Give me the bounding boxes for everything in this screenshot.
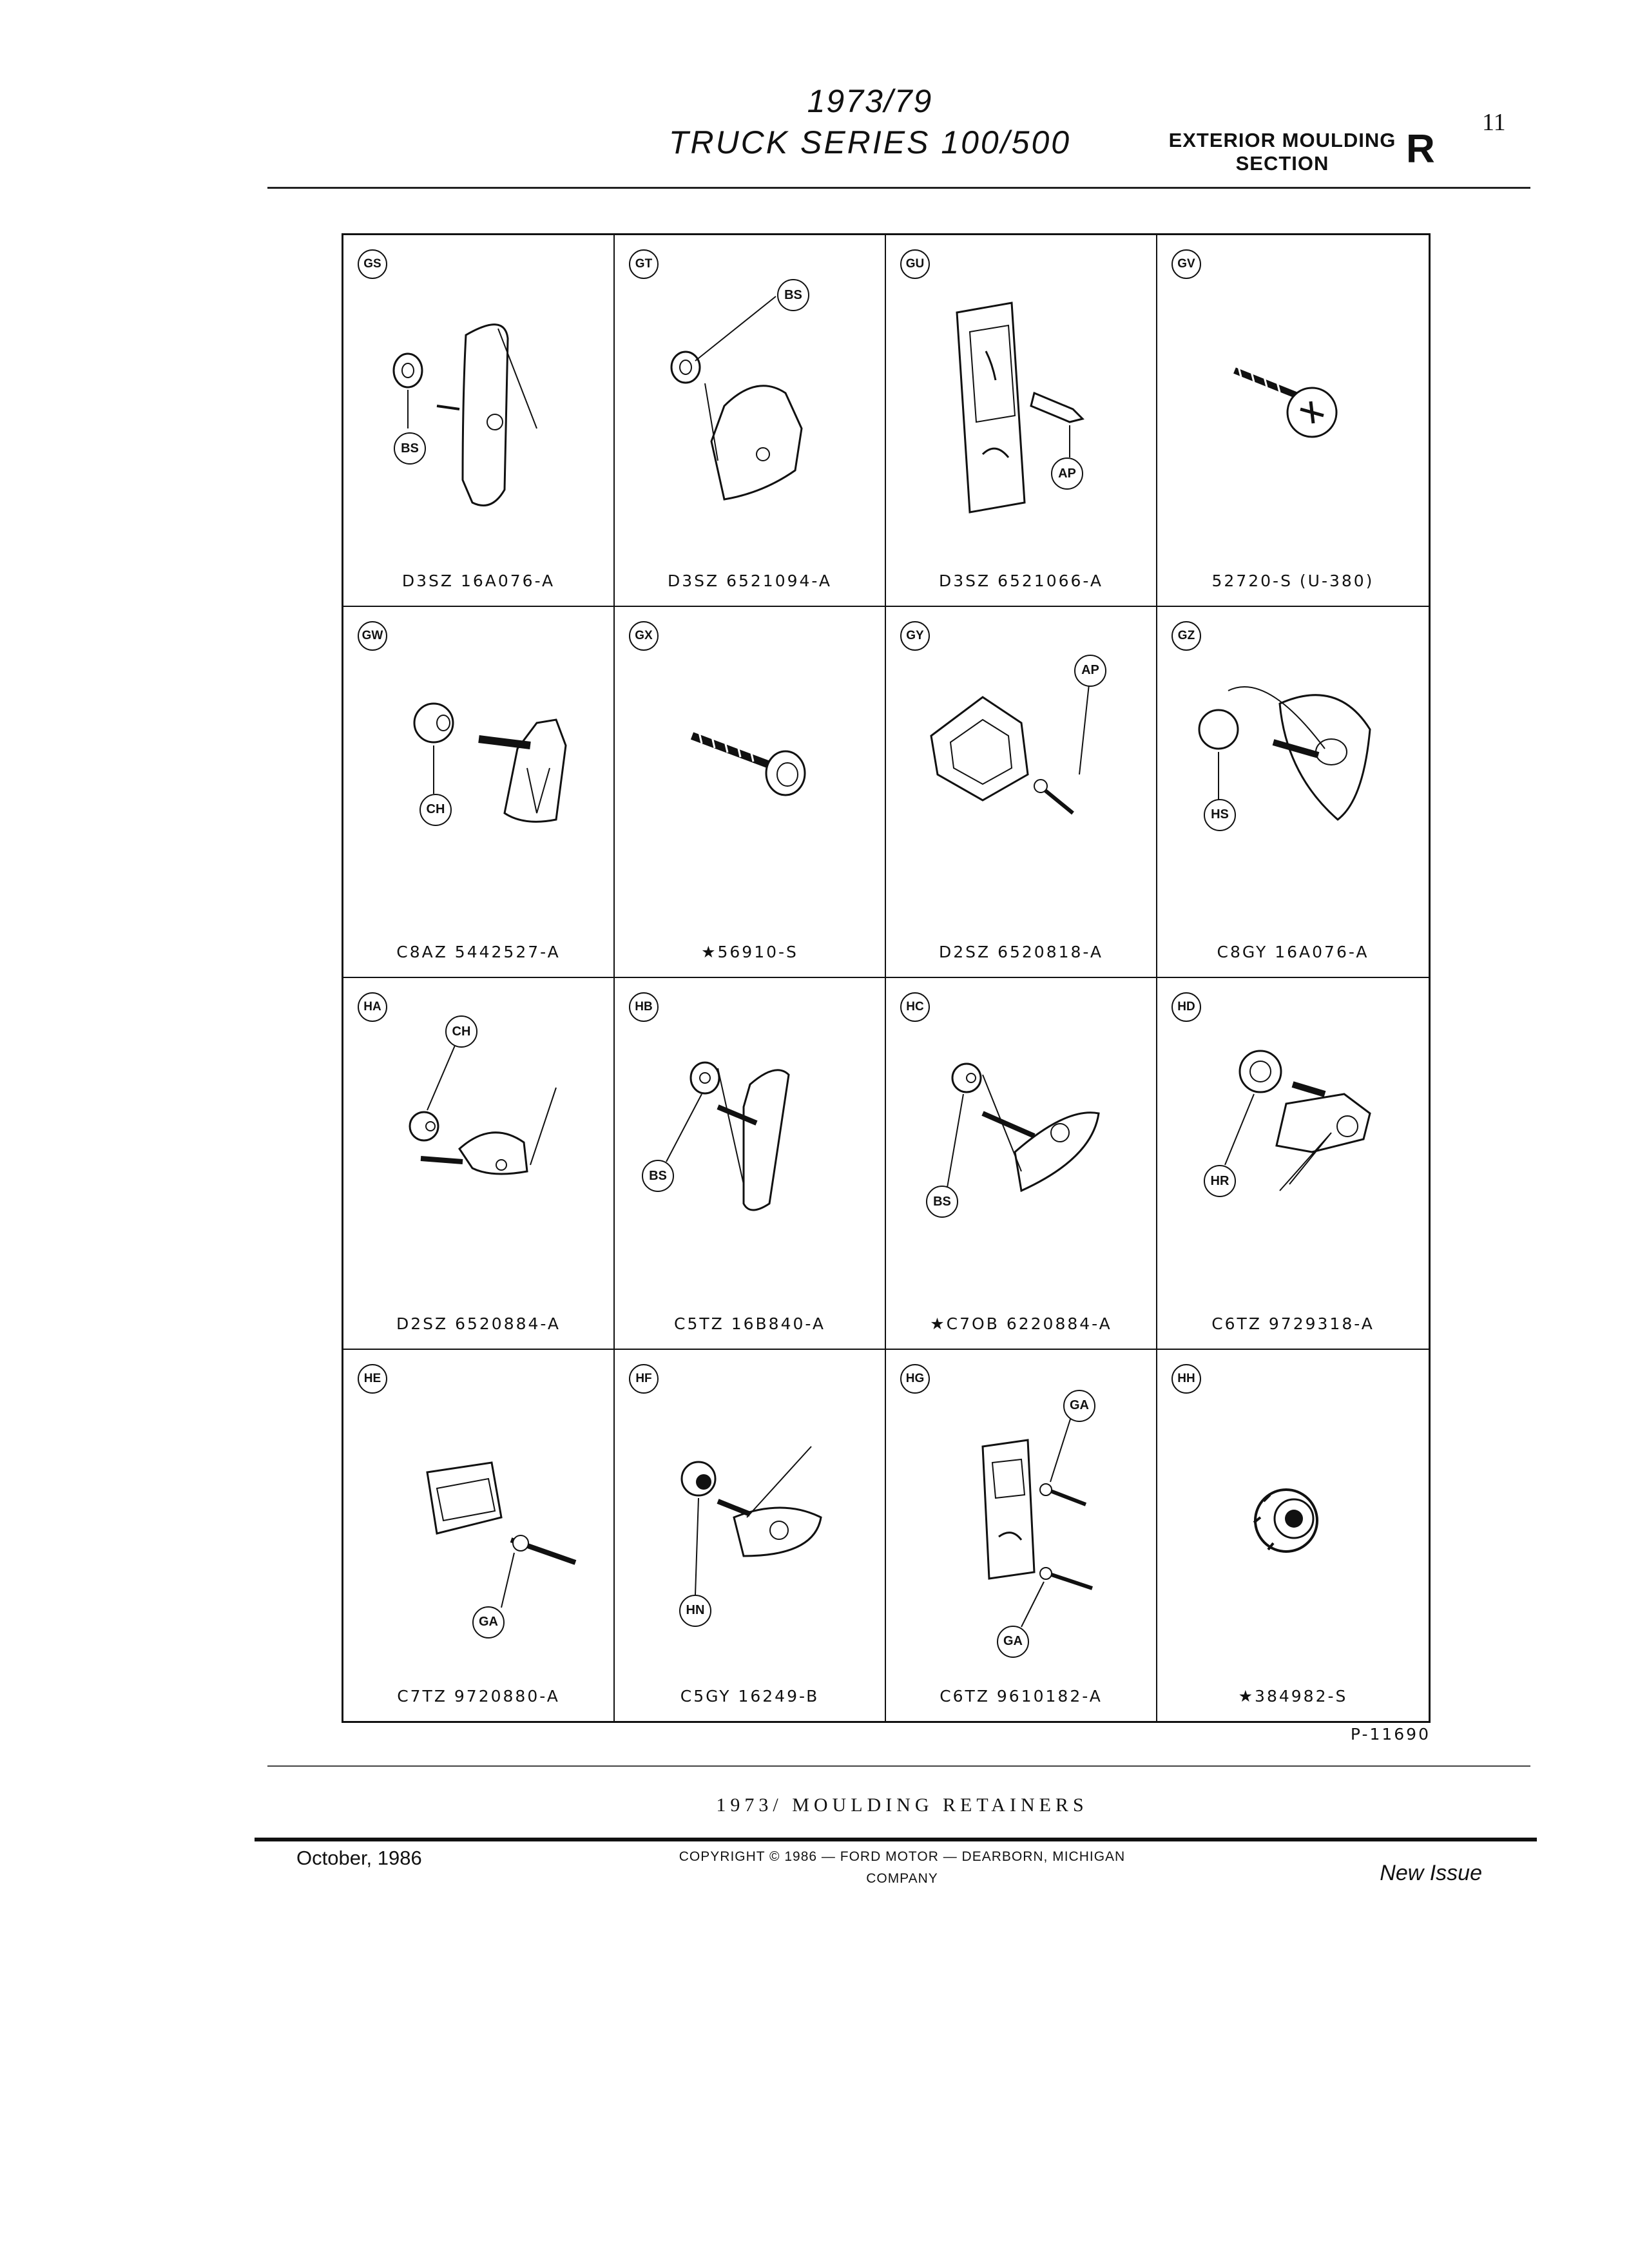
catalog-year: 1973/79 [807,83,933,119]
part-number: C8AZ 5442527-A [396,943,561,961]
part-number: C6TZ 9610182-A [940,1687,1103,1706]
retainer-clip-illustration [343,235,614,602]
section-letter: R [1406,127,1435,171]
part-number: C5GY 16249-B [680,1687,820,1706]
callout-label: BS [642,1160,674,1192]
part-code: HD [1171,992,1201,1022]
part-code: HA [358,992,387,1022]
part-cell-gt [615,235,886,607]
screw-illustration [1157,235,1428,602]
callout-label: HN [679,1595,711,1627]
retainer-clip-illustration [1157,978,1428,1345]
callout-label: HR [1204,1165,1236,1197]
callout-label: GA [997,1626,1029,1658]
copyright-company: COMPANY [866,1871,938,1886]
truck-series: TRUCK SERIES 100/500 [668,124,1072,160]
part-cell-gz [1157,607,1429,979]
part-number: D3SZ 16A076-A [401,571,555,590]
screw-illustration [615,607,885,974]
part-number: ★C7OB 6220884-A [930,1314,1112,1333]
part-code: HG [900,1364,930,1394]
callout-label: AP [1051,457,1083,490]
footer-heavy-rule [255,1838,1537,1841]
part-code: HE [358,1364,387,1394]
part-code: GY [900,621,930,651]
part-number: ★56910-S [701,943,798,961]
page-number: 11 [1482,109,1506,136]
retainer-clip-illustration [886,235,1157,602]
part-number: C5TZ 16B840-A [674,1314,825,1333]
part-cell-hc [886,978,1157,1350]
part-cell-he [343,1350,615,1722]
part-cell-gs [343,235,615,607]
retainer-clip-illustration [1157,607,1428,974]
retainer-clip-illustration [615,1350,885,1717]
part-code: GZ [1171,621,1201,651]
part-cell-hg [886,1350,1157,1722]
retainer-clip-illustration [886,1350,1157,1717]
part-code: HB [629,992,659,1022]
part-number: D3SZ 6521094-A [667,571,832,590]
footer-rule [267,1765,1530,1767]
retainer-clip-illustration [343,607,614,974]
part-cell-gu [886,235,1157,607]
part-code: GW [358,621,387,651]
part-cell-gw [343,607,615,979]
retainer-clip-illustration [343,1350,614,1717]
nut-illustration [1157,1350,1428,1717]
part-cell-ha [343,978,615,1350]
callout-label: CH [445,1015,477,1048]
copyright-notice: COPYRIGHT © 1986 — FORD MOTOR — DEARBORN, MICHIGAN [679,1849,1126,1864]
callout-label: AP [1074,655,1106,687]
callout-label: BS [394,432,426,465]
part-number: D2SZ 6520818-A [938,943,1103,961]
retainer-clip-illustration [886,978,1157,1345]
retainer-clip-illustration [615,235,885,602]
retainer-clip-illustration [343,978,614,1345]
part-cell-gx [615,607,886,979]
part-number: C8GY 16A076-A [1217,943,1369,961]
part-code: HC [900,992,930,1022]
part-cell-gy [886,607,1157,979]
part-cell-hh [1157,1350,1429,1722]
section-title: EXTERIOR MOULDING [1168,129,1396,151]
part-code: GX [629,621,659,651]
header-rule [267,187,1530,189]
part-code: HH [1171,1364,1201,1394]
part-number: ★384982-S [1238,1687,1348,1706]
issue-date: October, 1986 [296,1847,422,1869]
part-cell-hd [1157,978,1429,1350]
callout-label: HS [1204,799,1236,831]
callout-label: CH [419,794,452,826]
part-code: GV [1171,249,1201,279]
callout-label: GA [472,1606,505,1639]
part-cell-gv [1157,235,1429,607]
part-number: 52720-S (U-380) [1211,571,1374,590]
part-cell-hb [615,978,886,1350]
parts-grid [342,233,1431,1723]
part-code: GS [358,249,387,279]
part-number: C6TZ 9729318-A [1211,1314,1374,1333]
issue-status: New Issue [1380,1861,1482,1885]
part-cell-hf [615,1350,886,1722]
callout-label: BS [926,1186,958,1218]
page-subject: 1973/ MOULDING RETAINERS [716,1794,1088,1816]
part-code: GU [900,249,930,279]
callout-label: GA [1063,1390,1095,1422]
retainer-clip-illustration [886,607,1157,974]
section-subtitle: SECTION [1235,152,1329,175]
part-number: C7TZ 9720880-A [397,1687,560,1706]
part-code: GT [629,249,659,279]
part-number: D3SZ 6521066-A [938,571,1103,590]
part-code: HF [629,1364,659,1394]
callout-label: BS [777,279,809,311]
figure-number: P-11690 [1350,1725,1431,1744]
part-number: D2SZ 6520884-A [396,1314,561,1333]
